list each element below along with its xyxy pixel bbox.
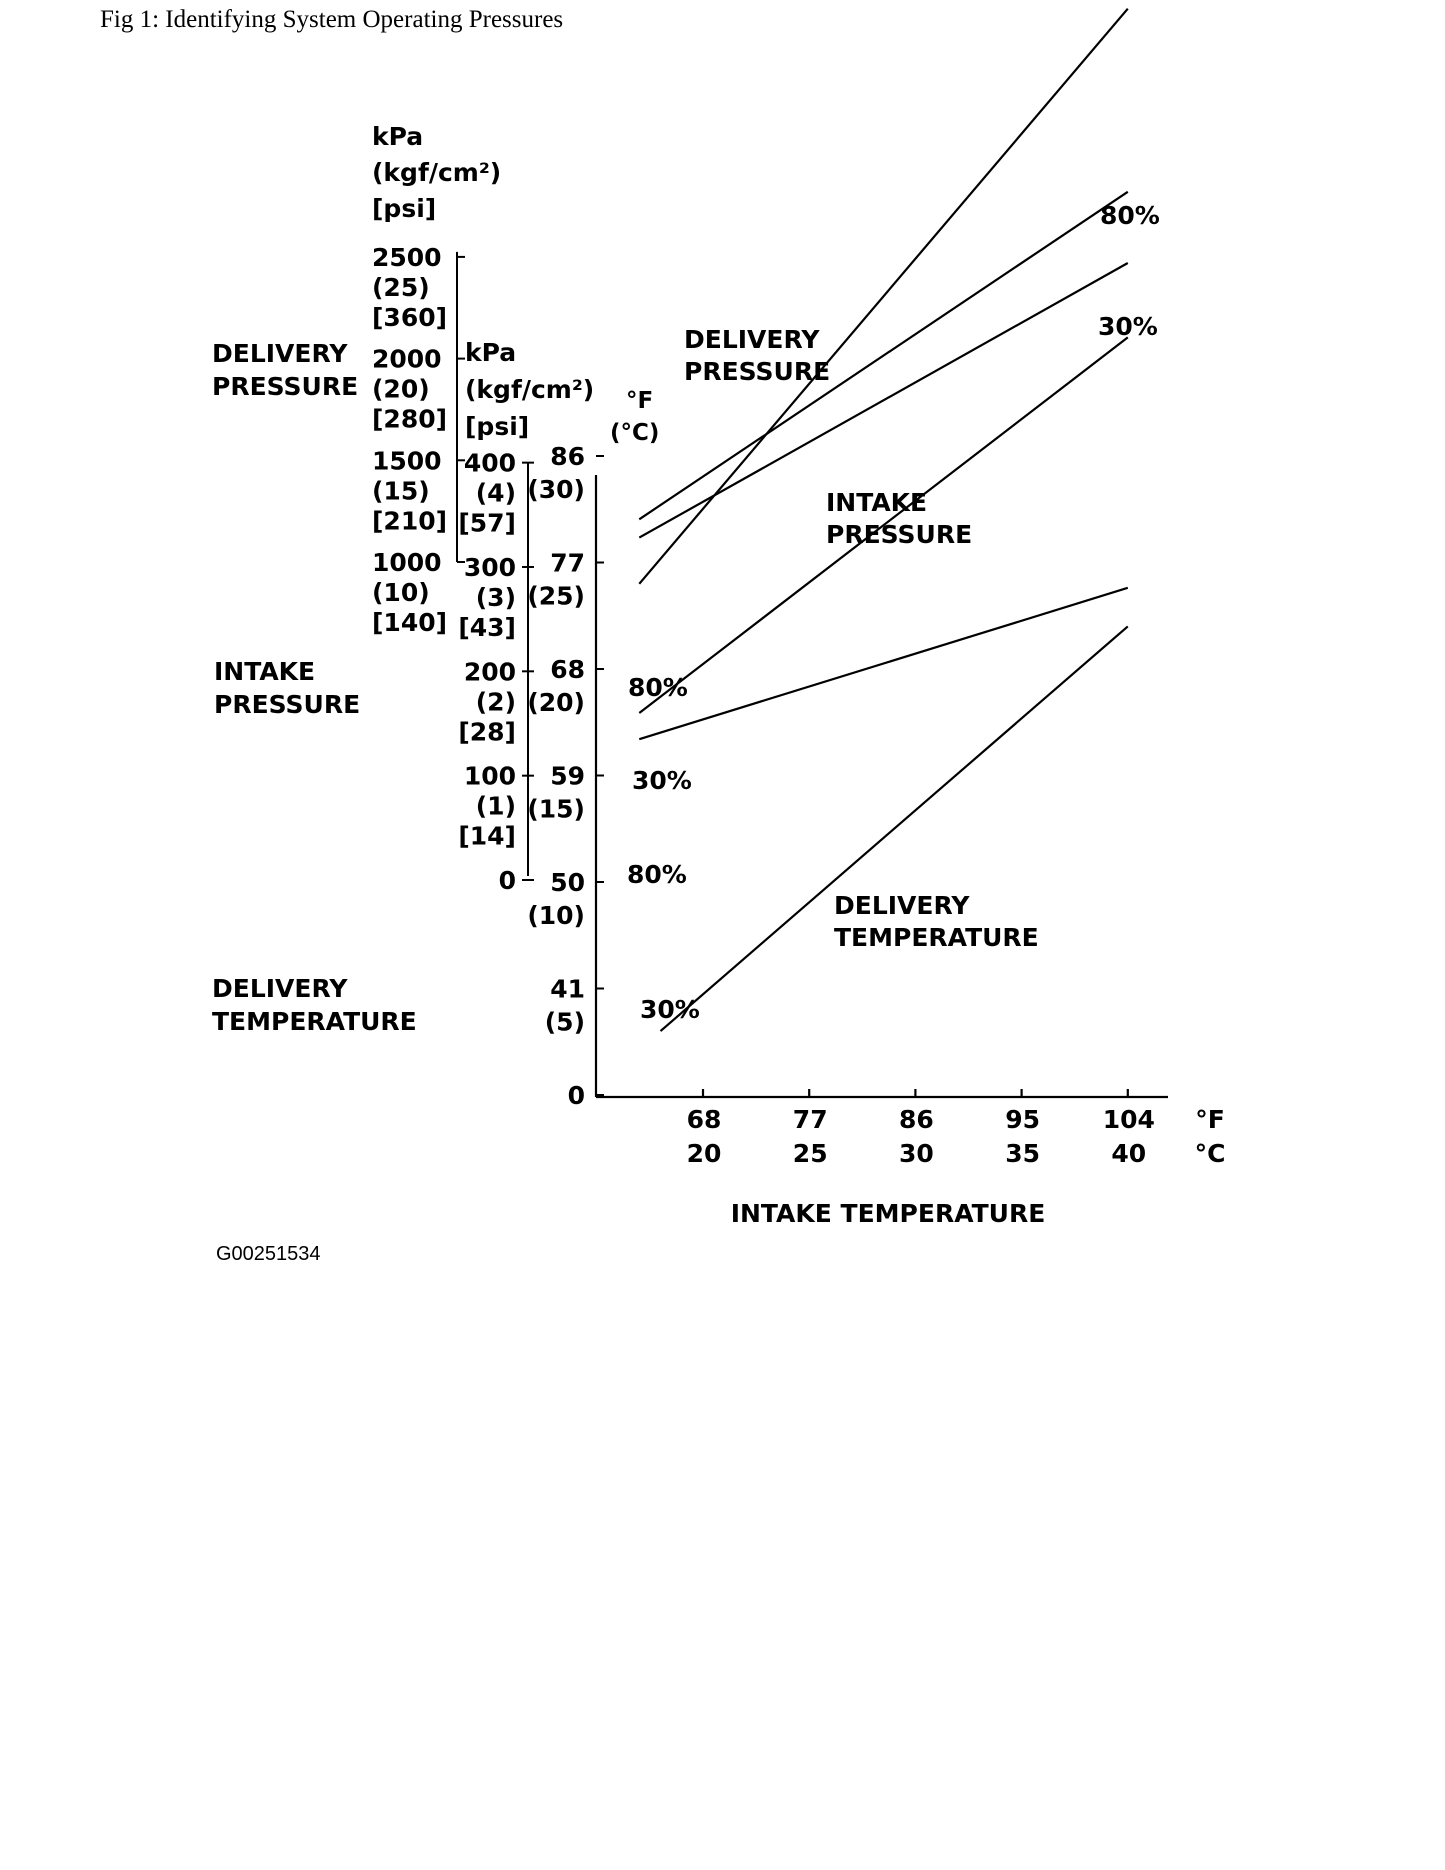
series-label-delivery-pressure-30pct: 30% (1098, 312, 1158, 341)
x-tick-label-c: 35 (1005, 1139, 1040, 1168)
delivery-pressure-unit-label: kPa (372, 122, 424, 151)
x-tick-label-c: 25 (792, 1139, 828, 1168)
delivery-pressure-tick-label: (10) (372, 578, 430, 607)
intake-pressure-unit-label: (kgf/cm²) (465, 375, 595, 404)
x-tick-label-c: 20 (686, 1139, 722, 1168)
delivery-pressure-tick-label: (25) (372, 272, 430, 302)
side-label-delivery-pressure: DELIVERY (212, 339, 348, 368)
intake-pressure-unit-label: [psi] (465, 412, 530, 441)
delivery-pressure-tick-label: 1500 (372, 446, 442, 476)
intake-pressure-tick-label: [28] (458, 717, 516, 747)
delivery-pressure-tick-label: 2000 (372, 344, 442, 374)
x-tick-label-f: 77 (792, 1105, 828, 1134)
x-unit-c-label: °C (1194, 1139, 1226, 1168)
delivery-temperature-tick-label: (30) (527, 475, 585, 504)
intake-pressure-tick-label: 400 (463, 448, 516, 478)
delivery-temperature-tick-label: 0 (567, 1081, 585, 1110)
intake-pressure-tick-label: [57] (458, 508, 516, 538)
group-label-delivery-pressure: DELIVERY (684, 325, 820, 354)
delivery-temperature-tick-label: 41 (550, 974, 585, 1004)
group-label-delivery-temperature: TEMPERATURE (834, 923, 1039, 952)
intake-pressure-tick-label: (1) (475, 791, 516, 821)
delivery-pressure-tick-label: [210] (372, 506, 448, 536)
intake-pressure-tick-label: 300 (463, 552, 516, 582)
intake-pressure-tick-label: (3) (475, 582, 516, 612)
group-label-delivery-pressure: PRESSURE (684, 357, 831, 386)
delivery-temperature-unit-f-label: °F (626, 388, 654, 414)
figure-caption: Fig 1: Identifying System Operating Pressures (100, 6, 564, 33)
x-unit-f-label: °F (1195, 1105, 1225, 1134)
series-label-intake-pressure-80pct: 80% (628, 673, 688, 702)
series-line-delivery-pressure-80pct (639, 192, 1128, 519)
group-label-intake-pressure: INTAKE (826, 488, 928, 517)
x-axis-title: INTAKE TEMPERATURE (730, 1199, 1046, 1228)
delivery-pressure-tick-label: (15) (372, 476, 430, 506)
x-tick-label-c: 30 (899, 1139, 934, 1168)
delivery-temperature-tick-label: 77 (550, 548, 585, 578)
x-tick-label-f: 68 (686, 1105, 722, 1134)
series-line-intake-pressure-80pct (639, 337, 1128, 713)
series-label-delivery-temperature-80pct: 80% (627, 860, 687, 889)
delivery-temperature-tick-label: 59 (550, 761, 585, 791)
intake-pressure-tick-label: 0 (498, 866, 516, 895)
side-label-intake-pressure: PRESSURE (214, 690, 361, 719)
delivery-temperature-tick-label: 50 (550, 868, 585, 897)
intake-pressure-tick-label: 200 (463, 657, 516, 687)
intake-pressure-tick-label: (4) (475, 478, 516, 508)
delivery-temperature-tick-label: (10) (527, 901, 585, 930)
delivery-pressure-tick-label: 1000 (372, 548, 442, 577)
x-tick-label-c: 40 (1111, 1139, 1147, 1168)
delivery-temperature-tick-label: (5) (544, 1007, 585, 1037)
delivery-pressure-tick-label: 2500 (372, 242, 442, 272)
delivery-pressure-tick-label: [360] (372, 302, 448, 332)
x-tick-label-f: 86 (899, 1105, 934, 1134)
delivery-temperature-unit-c-label: (°C) (610, 420, 660, 446)
group-label-delivery-temperature: DELIVERY (834, 891, 970, 920)
series-line-intake-pressure-30pct (639, 588, 1128, 739)
intake-pressure-tick-label: [43] (458, 612, 516, 642)
side-label-delivery-temperature: TEMPERATURE (212, 1007, 417, 1036)
intake-pressure-tick-label: (2) (475, 687, 516, 717)
series-label-intake-pressure-30pct: 30% (632, 766, 692, 795)
delivery-temperature-tick-label: (20) (527, 688, 585, 717)
group-label-intake-pressure: PRESSURE (826, 520, 973, 549)
side-label-intake-pressure: INTAKE (214, 657, 316, 686)
intake-pressure-unit-label: kPa (465, 338, 517, 367)
delivery-pressure-tick-label: (20) (372, 374, 430, 404)
delivery-pressure-tick-label: [140] (372, 608, 448, 637)
side-label-delivery-temperature: DELIVERY (212, 974, 348, 1003)
delivery-temperature-tick-label: (15) (527, 794, 585, 824)
series-label-delivery-temperature-30pct: 30% (640, 995, 700, 1024)
intake-pressure-tick-label: [14] (458, 821, 516, 851)
delivery-temperature-tick-label: 68 (550, 655, 585, 684)
series-label-delivery-pressure-80pct: 80% (1100, 201, 1160, 230)
delivery-temperature-tick-label: (25) (527, 581, 585, 611)
side-label-delivery-pressure: PRESSURE (212, 372, 359, 401)
delivery-pressure-unit-label: (kgf/cm²) (372, 158, 502, 187)
series-line-delivery-temperature-30pct (661, 626, 1128, 1031)
intake-pressure-tick-label: 100 (463, 761, 516, 791)
x-tick-label-f: 95 (1005, 1105, 1040, 1134)
delivery-pressure-unit-label: [psi] (372, 194, 437, 223)
figure-id-label: G00251534 (216, 1243, 321, 1265)
delivery-pressure-tick-label: [280] (372, 404, 448, 434)
x-tick-label-f: 104 (1102, 1105, 1155, 1134)
delivery-temperature-tick-label: 86 (550, 442, 585, 471)
